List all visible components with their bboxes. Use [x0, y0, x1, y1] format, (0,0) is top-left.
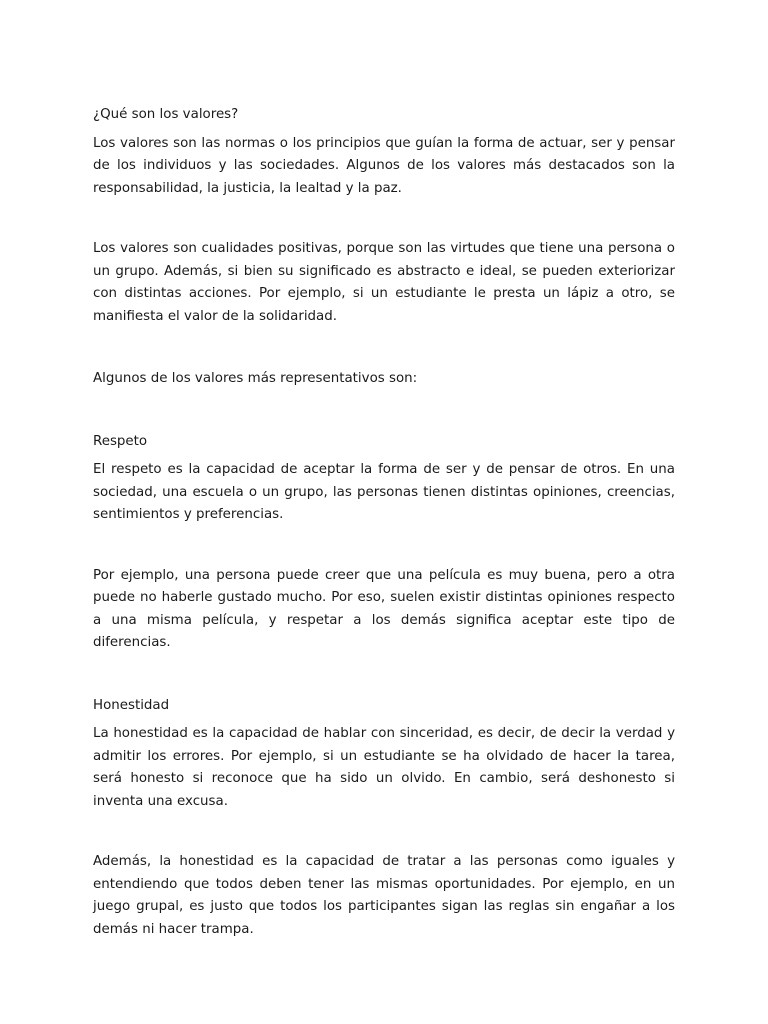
- honestidad-paragraph-2: Además, la honestidad es la capacidad de tratar a las personas como iguales y entendiendo que todos deben tener las mismas oportunidades. Por ejemplo, en un juego grupal, es justo que todos los participantes sigan las reglas sin engañar a los demás ni hacer trampa.: [93, 854, 675, 937]
- section-heading-respeto: Respeto: [93, 433, 148, 449]
- spacer: [93, 200, 675, 238]
- spacer: [93, 813, 675, 851]
- intro-paragraph-1: Los valores son las normas o los principios que guían la forma de actuar, ser y pensar de los individuos y las sociedades. Algunos de los valores más destacados son la responsabilidad, la justicia, la lealtad y la paz.: [93, 135, 675, 196]
- document-page: [93, 104, 675, 941]
- respeto-paragraph-1: El respeto es la capacidad de aceptar la forma de ser y de pensar de otros. En una sociedad, una escuela o un grupo, las personas tienen distintas opiniones, creencias, sentimientos y preferencias.: [93, 462, 675, 522]
- spacer: [93, 328, 675, 368]
- spacer: [93, 527, 675, 565]
- spacer: [93, 391, 675, 431]
- list-intro-paragraph: Algunos de los valores más representativos son:: [93, 371, 418, 386]
- spacer: [93, 655, 675, 695]
- honestidad-paragraph-1: La honestidad es la capacidad de hablar con sinceridad, es decir, de decir la verdad y admitir los errores. Por ejemplo, si un estudiante se ha olvidado de hacer la tarea, será honesto si reconoce que ha sido un olvido. En cambio, será deshonesto si inventa una excusa.: [93, 726, 675, 809]
- document-title: ¿Qué son los valores?: [93, 107, 239, 122]
- respeto-paragraph-2: Por ejemplo, una persona puede creer que una película es muy buena, pero a otra puede no haberle gustado mucho. Por eso, suelen existir distintas opiniones respecto a una misma película, y respetar a los demás significa aceptar este tipo de diferencias.: [93, 567, 675, 650]
- intro-paragraph-2: Los valores son cualidades positivas, porque son las virtudes que tiene una persona o un grupo. Además, si bien su significado es abstracto e ideal, se pueden exteriorizar con distintas acciones. Por ejemplo, si un estudiante le presta un lápiz a otro, se manifiesta el valor de la solidaridad.: [93, 241, 675, 324]
- section-heading-honestidad: Honestidad: [93, 697, 170, 713]
